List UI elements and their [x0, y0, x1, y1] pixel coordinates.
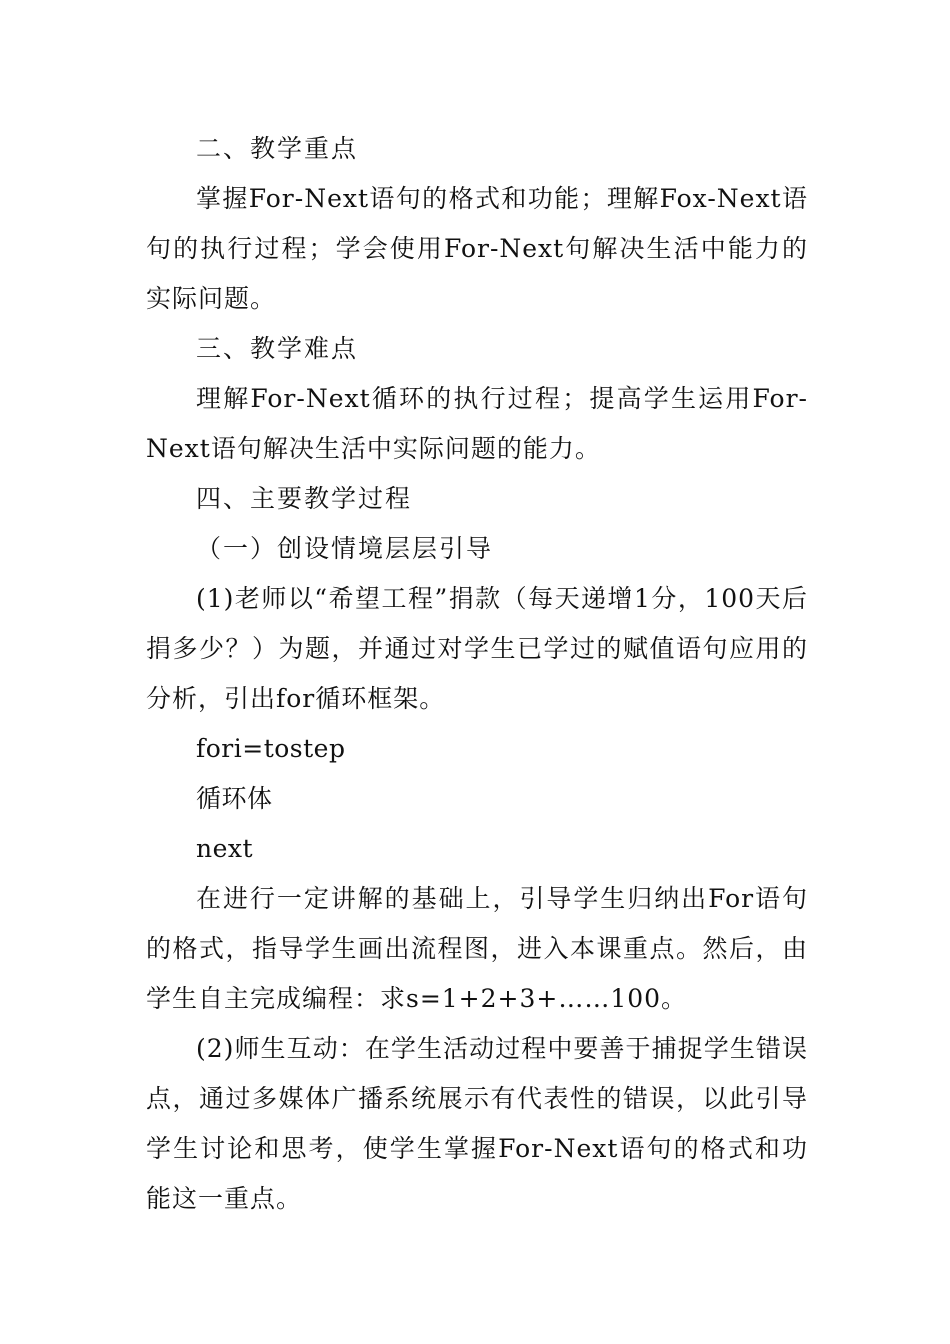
paragraph-step-2: (2)师生互动：在学生活动过程中要善于捕捉学生错误点，通过多媒体广播系统展示有代表性的错误，以此引导学生讨论和思考，使学生掌握For-Next语句的格式和功能这一重点。 [146, 1034, 808, 1213]
subsection-heading-scenario: （一）创设情境层层引导 [196, 534, 494, 563]
section-heading-key-points: 二、教学重点 [196, 134, 359, 163]
code-line-next: next [196, 834, 254, 863]
paragraph-key-points: 掌握For-Next语句的格式和功能；理解Fox-Next语句的执行过程；学会使用For-Next句解决生活中能力的实际问题。 [146, 184, 808, 313]
code-line-for: fori=tostep [196, 734, 346, 763]
paragraph-explanation: 在进行一定讲解的基础上，引导学生归纳出For语句的格式，指导学生画出流程图，进入本课重点。然后，由学生自主完成编程：求s=1+2+3+……100。 [146, 884, 808, 1013]
section-heading-difficulties: 三、教学难点 [196, 334, 359, 363]
paragraph-difficulties: 理解For-Next循环的执行过程；提高学生运用For-Next语句解决生活中实际问题的能力。 [146, 384, 808, 463]
section-heading-teaching-process: 四、主要教学过程 [196, 484, 413, 513]
code-line-loop-body: 循环体 [196, 784, 273, 813]
paragraph-step-1: (1)老师以“希望工程”捐款（每天递增1分，100天后捐多少？）为题，并通过对学生已学过的赋值语句应用的分析，引出for循环框架。 [146, 584, 808, 713]
document-body [146, 124, 808, 1224]
